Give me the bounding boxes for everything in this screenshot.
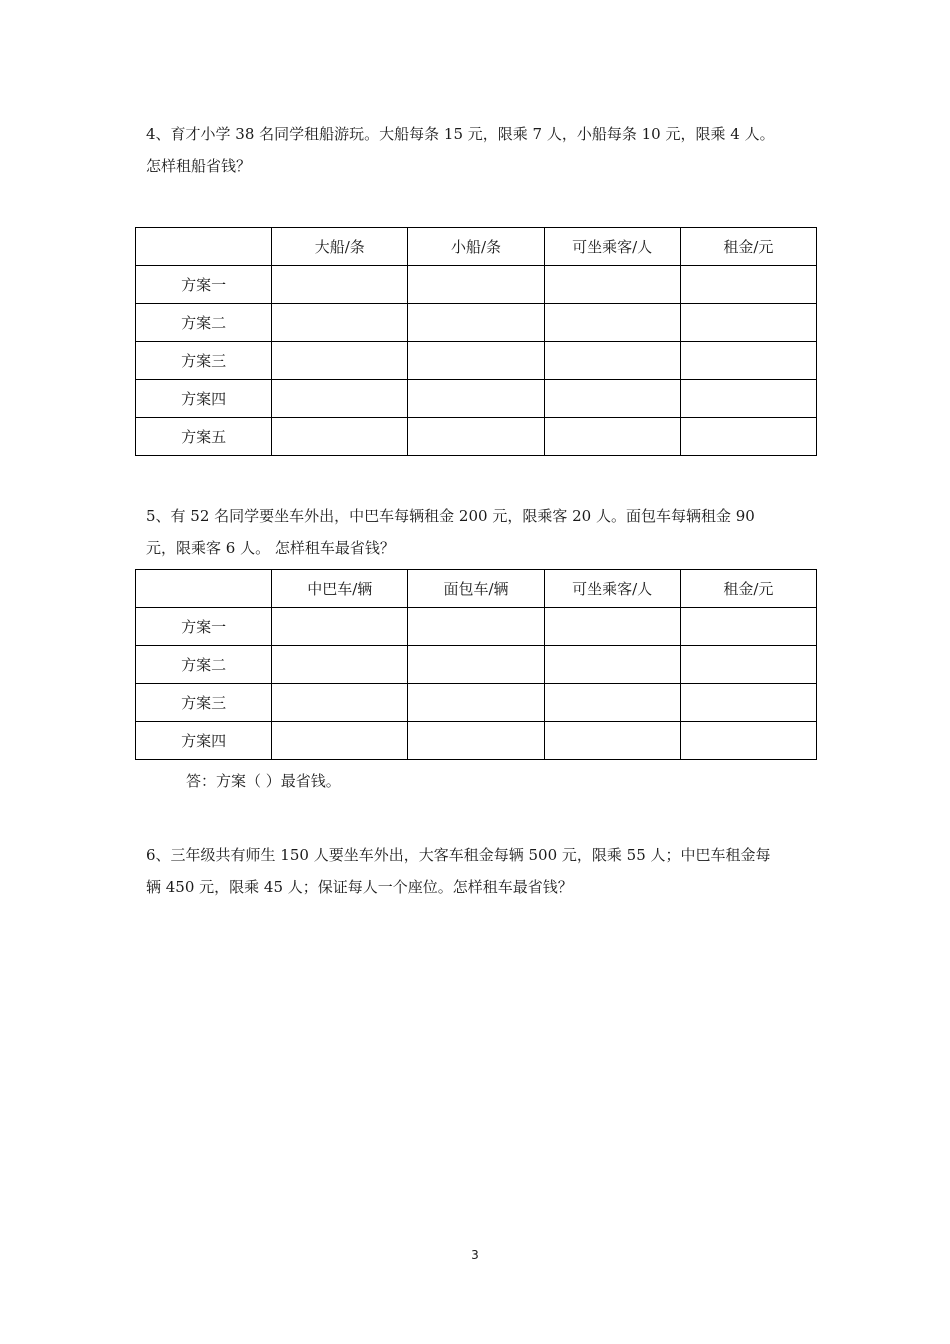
- q5-header-cell: 可坐乘客/人: [544, 570, 680, 608]
- q4-line1: 4、育才小学 38 名同学租船游玩。大船每条 15 元，限乘 7 人，小船每条 10 元，限乘 4 人。: [146, 125, 775, 143]
- q4-line2: 怎样租船省钱？: [146, 157, 252, 175]
- answer-cell[interactable]: [680, 684, 816, 722]
- table-row: [136, 266, 817, 304]
- q4-text: [146, 118, 826, 182]
- table-row: [136, 684, 817, 722]
- answer-cell[interactable]: [680, 418, 816, 456]
- answer-cell[interactable]: [544, 304, 680, 342]
- page-number: 3: [471, 1248, 479, 1262]
- q4-header-cell: 租金/元: [680, 228, 816, 266]
- row-label: 方案二: [136, 304, 272, 342]
- answer-cell[interactable]: [680, 266, 816, 304]
- table-row: [136, 418, 817, 456]
- row-label: 方案五: [136, 418, 272, 456]
- answer-cell[interactable]: [544, 684, 680, 722]
- row-label: 方案三: [136, 684, 272, 722]
- table-row: [136, 304, 817, 342]
- answer-cell[interactable]: [408, 304, 544, 342]
- answer-cell[interactable]: [272, 608, 408, 646]
- q5-table: [135, 569, 817, 760]
- table-row: [136, 342, 817, 380]
- answer-cell[interactable]: [272, 684, 408, 722]
- answer-cell[interactable]: [544, 608, 680, 646]
- q4-header-row: [136, 228, 817, 266]
- answer-cell[interactable]: [408, 646, 544, 684]
- answer-cell[interactable]: [680, 342, 816, 380]
- answer-cell[interactable]: [272, 380, 408, 418]
- answer-cell[interactable]: [544, 646, 680, 684]
- answer-cell[interactable]: [408, 266, 544, 304]
- answer-cell[interactable]: [408, 418, 544, 456]
- answer-cell[interactable]: [408, 608, 544, 646]
- q5-header-cell: 租金/元: [680, 570, 816, 608]
- answer-cell[interactable]: [408, 380, 544, 418]
- row-label: 方案三: [136, 342, 272, 380]
- row-label: 方案一: [136, 608, 272, 646]
- table-row: [136, 646, 817, 684]
- q6-line2: 辆 450 元，限乘 45 人；保证每人一个座位。怎样租车最省钱？: [146, 878, 573, 896]
- answer-cell[interactable]: [272, 418, 408, 456]
- answer-cell[interactable]: [544, 342, 680, 380]
- answer-cell[interactable]: [272, 722, 408, 760]
- q5-line2: 元，限乘客 6 人。 怎样租车最省钱？: [146, 539, 395, 557]
- answer-cell[interactable]: [408, 342, 544, 380]
- answer-cell[interactable]: [544, 418, 680, 456]
- q6-line1: 6、三年级共有师生 150 人要坐车外出，大客车租金每辆 500 元，限乘 55 人；中巴车租金每: [146, 846, 771, 864]
- row-label: 方案一: [136, 266, 272, 304]
- answer-cell[interactable]: [272, 266, 408, 304]
- q5-header-cell: [136, 570, 272, 608]
- q4-header-cell: 可坐乘客/人: [544, 228, 680, 266]
- answer-cell[interactable]: [544, 266, 680, 304]
- table-row: [136, 608, 817, 646]
- q4-header-cell: [136, 228, 272, 266]
- row-label: 方案二: [136, 646, 272, 684]
- q5-text: [146, 500, 826, 564]
- answer-cell[interactable]: [680, 646, 816, 684]
- q5-header-cell: 面包车/辆: [408, 570, 544, 608]
- answer-cell[interactable]: [680, 380, 816, 418]
- answer-cell[interactable]: [544, 722, 680, 760]
- q5-header-cell: 中巴车/辆: [272, 570, 408, 608]
- q4-header-cell: 小船/条: [408, 228, 544, 266]
- table-row: [136, 380, 817, 418]
- answer-cell[interactable]: [680, 304, 816, 342]
- answer-cell[interactable]: [680, 608, 816, 646]
- answer-cell[interactable]: [272, 646, 408, 684]
- q4-table: [135, 227, 817, 456]
- q5-answer-line: 答：方案（ ）最省钱。: [186, 772, 341, 790]
- q5-line1: 5、有 52 名同学要坐车外出，中巴车每辆租金 200 元，限乘客 20 人。面包车每辆租金 90: [146, 507, 755, 525]
- row-label: 方案四: [136, 380, 272, 418]
- answer-cell[interactable]: [408, 684, 544, 722]
- table-row: [136, 722, 817, 760]
- answer-cell[interactable]: [408, 722, 544, 760]
- answer-cell[interactable]: [544, 380, 680, 418]
- answer-cell[interactable]: [272, 304, 408, 342]
- answer-cell[interactable]: [272, 342, 408, 380]
- q4-header-cell: 大船/条: [272, 228, 408, 266]
- q6-text: [146, 839, 826, 903]
- row-label: 方案四: [136, 722, 272, 760]
- q5-header-row: [136, 570, 817, 608]
- answer-cell[interactable]: [680, 722, 816, 760]
